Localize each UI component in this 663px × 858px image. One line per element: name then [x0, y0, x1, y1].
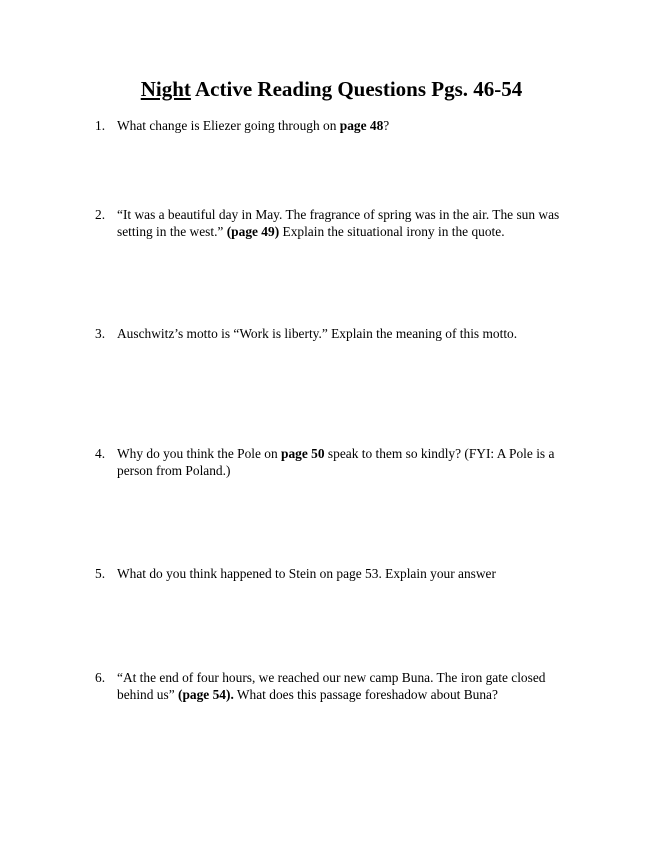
page-title	[0, 76, 663, 102]
question-text	[117, 669, 585, 703]
question-text	[117, 206, 585, 240]
book-title: Night	[140, 77, 191, 101]
question-text	[117, 445, 585, 479]
question-number: 2.	[95, 207, 106, 222]
question-text	[117, 117, 585, 134]
page-reference: (page 54).	[178, 687, 234, 702]
question-5	[95, 565, 585, 582]
question-text-part: Auschwitz’s motto is “Work is liberty.” Explain the meaning of this motto.	[117, 326, 518, 341]
question-4	[95, 445, 585, 479]
page-reference: page 50	[281, 446, 325, 461]
page-reference: (page 49)	[226, 224, 280, 239]
question-text	[117, 325, 585, 342]
question-text-part: What change is Eliezer going through on	[117, 118, 340, 133]
question-2	[95, 206, 585, 240]
question-text-part: speak to them so kindly? (FYI: A Pole is a person from Poland.)	[117, 446, 555, 478]
question-text-part: What does this passage foreshadow about Buna?	[233, 687, 498, 702]
question-text-part: Explain the situational irony in the quote.	[279, 224, 505, 239]
question-text-part: What do you think happened to Stein on page 53. Explain your answer	[117, 566, 496, 581]
question-1	[95, 117, 585, 134]
page-reference: page 48	[339, 118, 384, 133]
question-3	[95, 325, 585, 342]
question-text-part: Why do you think the Pole on	[117, 446, 282, 461]
question-6	[95, 669, 585, 703]
question-number: 3.	[95, 326, 106, 341]
question-text-part: ?	[383, 118, 390, 133]
title-rest: Active Reading Questions Pgs. 46-54	[190, 77, 523, 101]
question-number: 6.	[95, 670, 106, 685]
question-text	[117, 565, 585, 582]
question-number: 5.	[95, 566, 106, 581]
question-text-part: “At the end of four hours, we reached our new camp Buna. The iron gate closed behind us”	[117, 670, 546, 702]
question-number: 1.	[95, 118, 106, 133]
question-number: 4.	[95, 446, 106, 461]
question-text-part: “It was a beautiful day in May. The fragrance of spring was in the air. The sun was setting in the west.”	[117, 207, 560, 239]
